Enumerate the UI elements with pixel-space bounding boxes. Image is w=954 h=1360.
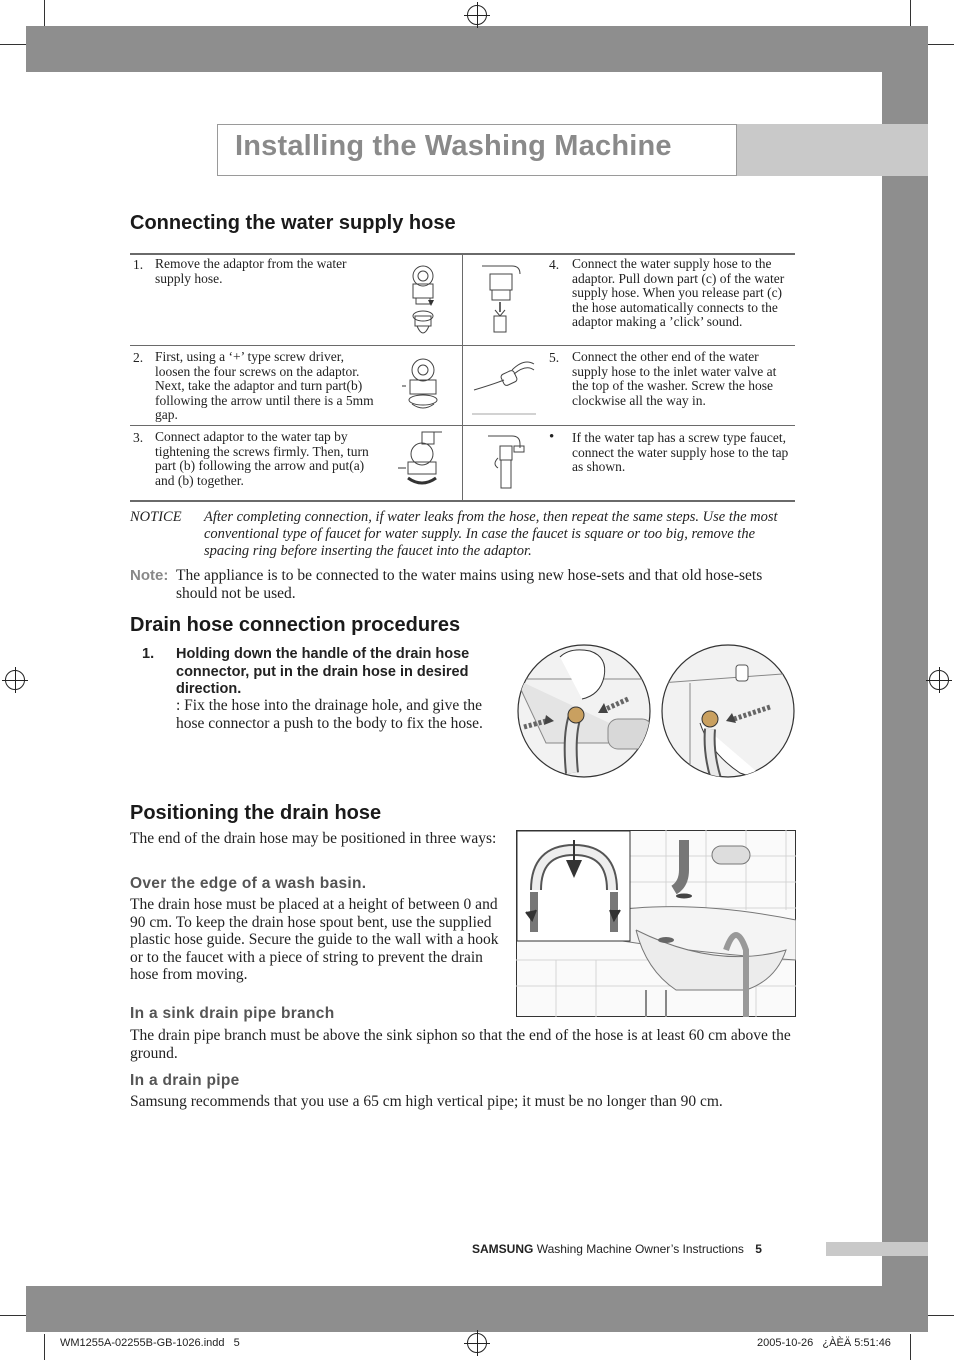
crop-mark xyxy=(910,0,911,26)
drain-pipe-text: Samsung recommends that you use a 65 cm high vertical pipe; it must be no longer than 90 cm. xyxy=(130,1093,723,1110)
crop-mark xyxy=(928,44,954,45)
crop-mark xyxy=(0,44,26,45)
crop-mark xyxy=(0,1315,26,1316)
slug-date: 2005-10-26 ¿ÀÈÄ 5:51:46 xyxy=(757,1337,891,1349)
crop-mark xyxy=(928,1315,954,1316)
hose-connect-illustration xyxy=(472,260,532,336)
step-number: 5. xyxy=(549,350,560,365)
screw-faucet-illustration xyxy=(484,428,530,492)
tap-adaptor-illustration xyxy=(394,428,450,490)
subheading-drain-pipe: In a drain pipe xyxy=(130,1072,240,1089)
wash-basin-text: The drain hose must be placed at a height of between 0 and 90 cm. To keep the drain hose spout bent, use the supplied plastic hose guide. Secure the guide to the wall with a hook or to the faucet with a piece of string to prevent the drain hose from moving. xyxy=(130,896,499,983)
title-grey-bar xyxy=(737,124,928,176)
crop-mark xyxy=(44,0,45,26)
slug-filename: WM1255A-02255B-GB-1026.indd 5 xyxy=(60,1337,240,1349)
positioning-intro: The end of the drain hose may be positioned in three ways: xyxy=(130,830,497,847)
registration-mark-icon xyxy=(5,670,25,690)
drain-step-instruction: Holding down the handle of the drain hose connector, put in the drain hose in desired direction. xyxy=(176,646,470,697)
inlet-valve-illustration xyxy=(470,352,540,418)
crop-mark xyxy=(910,1334,911,1360)
page-footer xyxy=(472,1242,762,1256)
brand-name: SAMSUNG xyxy=(472,1242,534,1256)
notice-text: After completing connection, if water leaks from the hose, then repeat the same steps. Use the most conventional type of faucet for water supply. In case the faucet is square or too big, remove the spacing ring before inserting the faucet into the adaptor. xyxy=(204,509,778,559)
table-column-divider xyxy=(462,254,463,500)
step-number: 1. xyxy=(133,257,144,272)
subheading-wash-basin: Over the edge of a wash basin. xyxy=(130,875,367,892)
footer-grey-bar xyxy=(826,1242,928,1256)
adaptor-removal-illustration xyxy=(400,262,446,342)
wash-basin-illustration xyxy=(516,830,796,1017)
table-bottom-rule xyxy=(130,500,795,502)
bottom-frame-band xyxy=(26,1286,928,1332)
drain-step-detail: : Fix the hose into the drainage hole, and give the hose connector a push to the body to fix the hose. xyxy=(176,697,483,732)
crop-mark xyxy=(44,1334,45,1360)
page-number: 5 xyxy=(755,1242,762,1256)
note-label: Note: xyxy=(130,567,169,584)
step-number: 2. xyxy=(133,350,144,365)
drain-connector-illustration-2 xyxy=(660,643,796,779)
step-text: Connect adaptor to the water tap by tightening the screws firmly. Then, turn part (b) following the arrow and put(a) and (b) together. xyxy=(155,429,369,488)
top-frame-band xyxy=(26,26,928,72)
registration-mark-icon xyxy=(467,5,487,25)
step-number: 3. xyxy=(133,430,144,445)
note-text: The appliance is to be connected to the water mains using new hose-sets and that old hose-sets should not be used. xyxy=(176,567,763,602)
step-text: If the water tap has a screw type faucet, connect the water supply hose to the tap as shown. xyxy=(572,430,789,475)
right-frame-band xyxy=(882,72,928,1286)
section-heading-water-supply: Connecting the water supply hose xyxy=(130,212,456,234)
notice-label: NOTICE xyxy=(130,509,182,525)
step-number: 1. xyxy=(142,646,155,662)
step-text: Remove the adaptor from the water supply hose. xyxy=(155,256,347,286)
step-text: First, using a ‘+’ type screw driver, loosen the four screws on the adaptor. Next, take the adaptor and turn part(b) following the arrow until there is a 5mm gap. xyxy=(155,349,374,423)
drain-connector-illustration-1 xyxy=(516,643,652,779)
step-text: Connect the other end of the water supply hose to the inlet water valve at the top of the washer. Screw the hose clockwise all the way in. xyxy=(572,349,777,408)
document-title: Washing Machine Owner’s Instructions xyxy=(536,1242,744,1256)
step-number: 4. xyxy=(549,257,560,272)
section-heading-drain-connection: Drain hose connection procedures xyxy=(130,614,461,636)
page-title: Installing the Washing Machine xyxy=(235,130,672,162)
bullet-marker: • xyxy=(549,429,555,445)
registration-mark-icon xyxy=(929,670,949,690)
step-text: Connect the water supply hose to the adaptor. Pull down part (c) of the water supply hose. When you release part (c) the hose automatically connects to the adaptor making a ’click’ sound. xyxy=(572,256,785,330)
section-heading-positioning: Positioning the drain hose xyxy=(130,802,382,824)
screw-loosen-illustration xyxy=(398,356,448,412)
registration-mark-icon xyxy=(467,1333,487,1353)
subheading-sink-branch: In a sink drain pipe branch xyxy=(130,1005,335,1022)
sink-branch-text: The drain pipe branch must be above the sink siphon so that the end of the hose is at least 60 cm above the ground. xyxy=(130,1027,791,1062)
